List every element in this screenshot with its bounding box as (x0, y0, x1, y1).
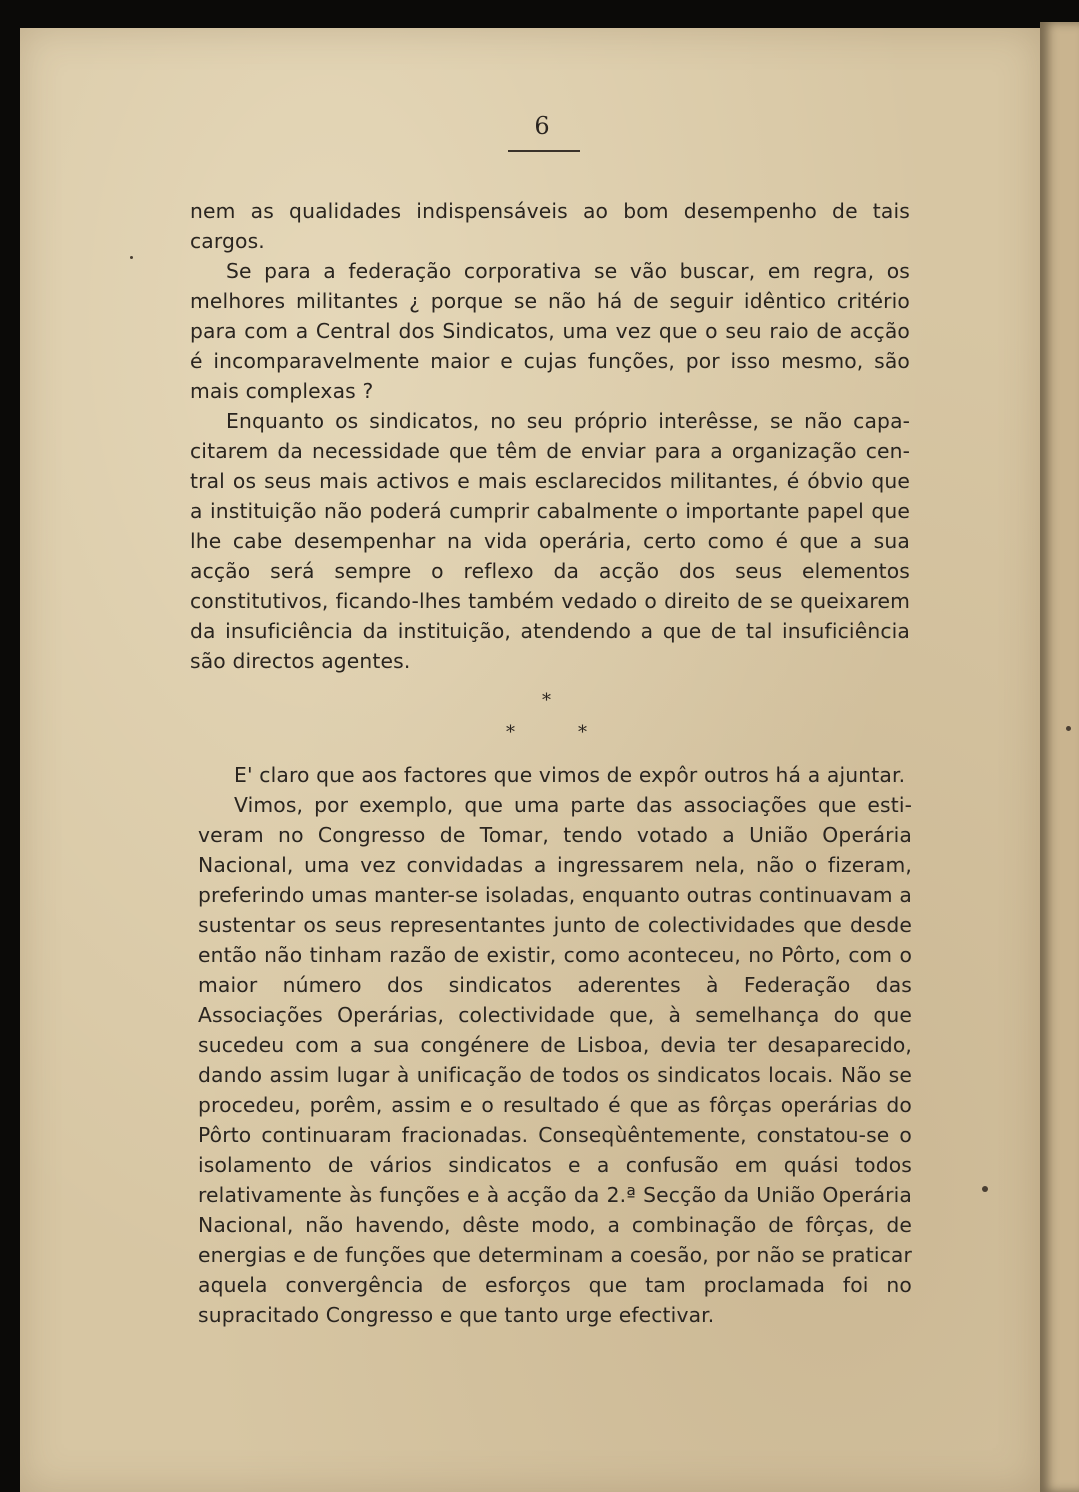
paragraph-continuation: nem as qualidades indispensáveis ao bom desempenho de tais cargos. (190, 199, 910, 253)
text-section-2 (198, 760, 912, 1330)
asterism-star: * (578, 722, 587, 743)
header-rule (508, 150, 580, 152)
paragraph-congresso-tomar: Vimos, por exemplo, que uma parte das associações que estiveram no Congresso de Tomar, tendo votado a União Operária Nacional, uma vez convidadas a ingressarem nela, não o fizeram, preferindo umas manter-se isoladas, enquanto outras continuavam a sustentar os seus representantes junto de colectividades que desde então não tinham razão de existir, como aconteceu, no Pôrto, com o maior número dos sindicatos aderentes à Federação das Associações Operárias, colectividade que, à semelhança do que sucedeu com a sua congénere de Lisboa, devia ter desaparecido, dando assim lugar à unificação de todos os sindicatos locais. Não se procedeu, porêm, assim e o resultado é que as fôrças operárias do Pôrto continuaram fracionadas. Conseqùêntemente, constatou-se o isolamento de vários sindicatos e a confusão em quási todos relativamente às funções e à acção da 2.ª Secção da União Operária Nacional, não havendo, dêste modo, a combinação de fôrças, de energias e de funções que determinam a coesão, por não se praticar aquela convergência de esforços que tam proclamada foi no supracitado Congresso e que tanto urge efectivar. (198, 793, 912, 1327)
paper-speck (982, 1186, 988, 1192)
asterism-star: * (506, 722, 515, 743)
adjacent-page-edge (1040, 22, 1079, 1492)
section-asterism (500, 690, 600, 750)
paragraph-federacao: Se para a federação corporativa se vão buscar, em regra, os melhores militantes ¿ porque se não há de seguir idêntico critério para com a Central dos Sindicatos, uma vez que o seu raio de acção é incomparavelmente maior e cujas funções, por isso mesmo, são mais complexas ? (190, 259, 910, 403)
text-section-1 (190, 196, 910, 676)
page-number: 6 (534, 112, 550, 140)
asterism-star: * (542, 690, 551, 711)
paper-speck (130, 256, 133, 259)
paper-speck (1066, 726, 1071, 731)
paragraph-sindicatos: Enquanto os sindicatos, no seu próprio interêsse, se não capacitarem da necessidade que têm de enviar para a organização central os seus mais activos e mais esclarecidos militantes, é óbvio que a instituição não poderá cumprir cabalmente o importante papel que lhe cabe desempenhar na vida operária, certo como é que a sua acção será sempre o reflexo da acção dos seus elementos constitutivos, ficando-lhes também vedado o direito de se queixarem da insuficiência da instituição, atendendo a que de tal insuficiência são directos agentes. (190, 409, 910, 673)
paragraph-factores: E' claro que aos factores que vimos de expôr outros há a ajuntar. (234, 763, 906, 787)
